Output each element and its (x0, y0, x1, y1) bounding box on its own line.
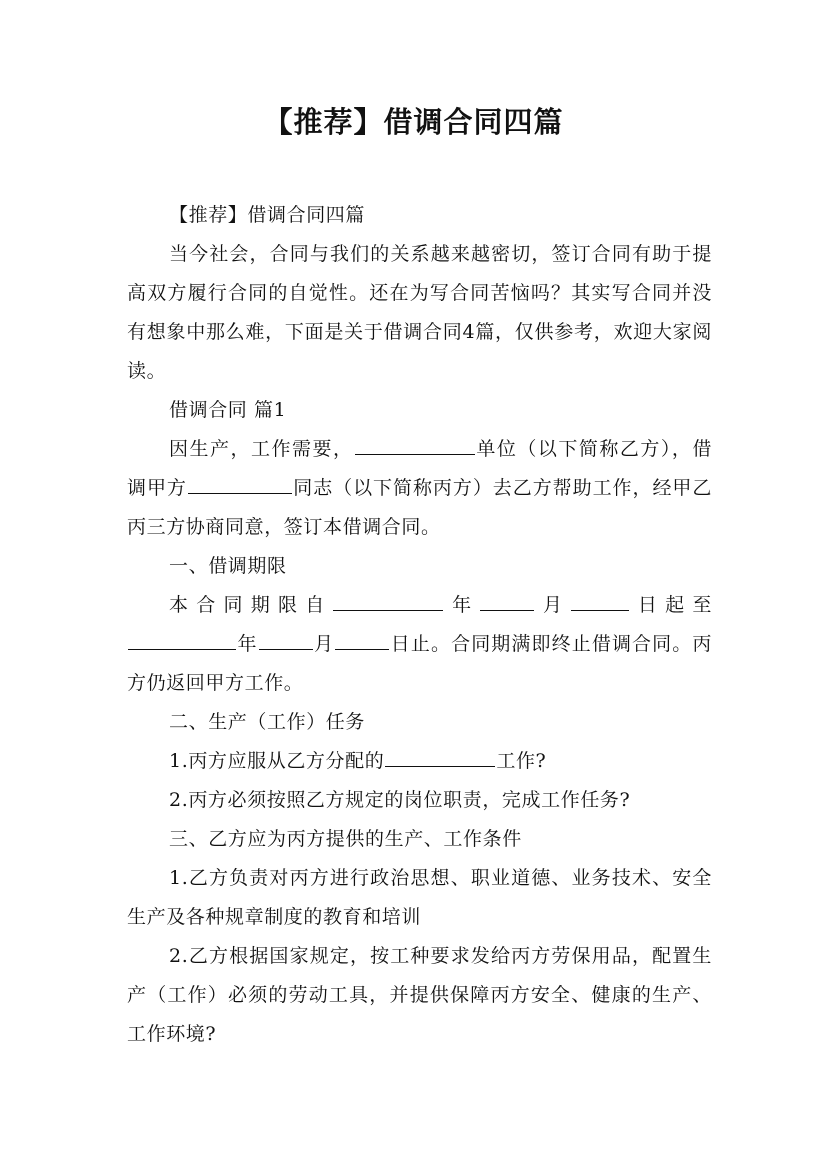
task-1-text-2: 工作? (496, 750, 547, 772)
paragraph-intro: 当今社会，合同与我们的关系越来越密切，签订合同有助于提高双方履行合同的自觉性。还在为写合同苦恼吗？其实写合同并没有想象中那么难，下面是关于借调合同4篇，仅供参考，欢迎大家阅读。 (127, 243, 712, 382)
paragraph-subtitle: 【推荐】借调合同四篇 (169, 204, 366, 226)
blank-assigned-work (385, 744, 495, 767)
blank-end-day (335, 627, 389, 650)
blank-start-month (480, 588, 534, 611)
term-text-4: 日起至 (630, 594, 712, 616)
paragraph-task-2: 2.丙方必须按照乙方规定的岗位职责，完成工作任务? (169, 789, 631, 811)
blank-start-year (333, 588, 443, 611)
blank-person-field (188, 471, 292, 494)
blank-end-year (128, 627, 236, 650)
blank-start-day (571, 588, 629, 611)
paragraph-contract-heading: 借调合同 篇1 (169, 399, 287, 421)
term-text-1: 本合同期限自 (169, 594, 333, 616)
preamble-text-2: 单位（以下简称乙方），借调甲方 (127, 438, 712, 499)
term-text-2: 年 (444, 594, 480, 616)
section-heading-conditions: 三、乙方应为丙方提供的生产、工作条件 (169, 828, 522, 850)
paragraph-condition-1: 1.乙方负责对丙方进行政治思想、职业道德、业务技术、安全生产及各种规章制度的教育和培训 (127, 867, 712, 928)
document-body (127, 196, 712, 1054)
document-title: 【推荐】借调合同四篇 (263, 105, 564, 139)
paragraph-task-1 (127, 742, 712, 781)
paragraph-preamble (127, 430, 712, 547)
section-heading-term: 一、借调期限 (169, 555, 287, 577)
blank-end-month (259, 627, 313, 650)
term-text-6: 月 (313, 633, 335, 655)
section-heading-tasks: 二、生产（工作）任务 (169, 711, 366, 733)
term-text-7: 日止。合同期满即终止借调合同。丙方仍返回甲方工作。 (127, 633, 712, 694)
task-1-text-1: 1.丙方应服从乙方分配的 (169, 750, 385, 772)
preamble-text-3: 同志（以下简称丙方）去乙方帮助工作，经甲乙丙三方协商同意，签订本借调合同。 (127, 477, 712, 538)
blank-unit-field (355, 432, 475, 455)
paragraph-term (127, 586, 712, 703)
preamble-text-1: 因生产，工作需要， (169, 438, 354, 460)
paragraph-condition-2: 2.乙方根据国家规定，按工种要求发给丙方劳保用品，配置生产（工作）必须的劳动工具，并提供保障丙方安全、健康的生产、工作环境? (127, 945, 712, 1045)
term-text-3: 月 (535, 594, 571, 616)
term-text-5: 年 (237, 633, 258, 655)
